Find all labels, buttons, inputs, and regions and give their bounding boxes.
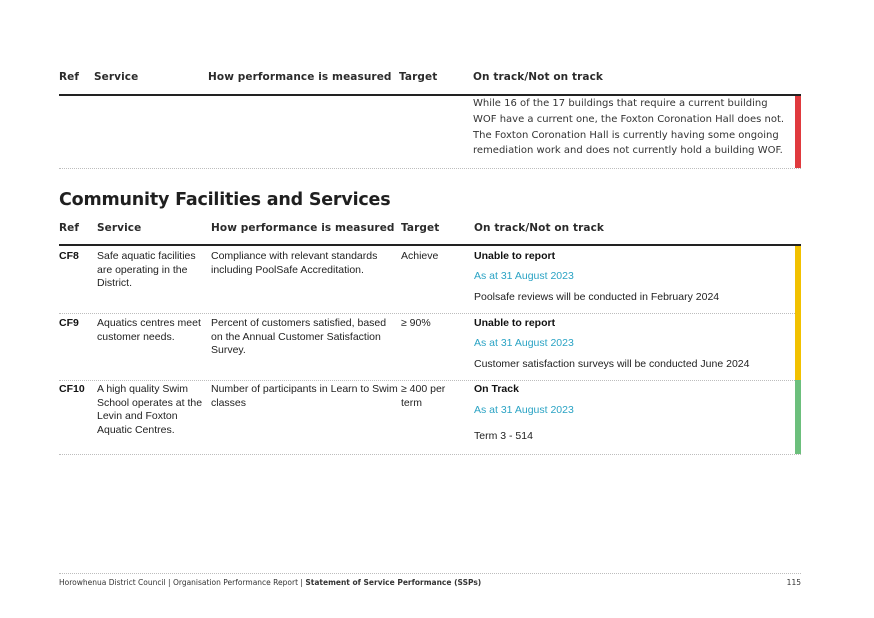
row-target: ≥ 90%: [401, 317, 431, 329]
header-target: Target: [401, 222, 440, 234]
row-service: Aquatics centres meet customer needs.: [97, 317, 201, 343]
status-bar-green: [795, 380, 801, 454]
row-divider: [59, 454, 801, 455]
row-target: Achieve: [401, 250, 439, 262]
status-bar-yellow: [795, 313, 801, 380]
header-track: On track/Not on track: [474, 222, 604, 234]
row-as-at: As at 31 August 2023: [474, 404, 574, 416]
row-target: ≥ 400 per term: [401, 383, 446, 409]
row-note: Customer satisfaction surveys will be conducted June 2024: [474, 358, 750, 370]
row-ref: CF8: [59, 250, 79, 262]
header-ref: Ref: [59, 222, 80, 234]
footer-text: [59, 578, 481, 587]
page-number: 115: [786, 578, 801, 587]
header-how: How performance is measured: [211, 222, 395, 234]
row-ref: CF10: [59, 383, 85, 395]
top-header-ref: Ref: [59, 71, 80, 83]
row-how: Number of participants in Learn to Swim classes: [211, 383, 398, 409]
top-header-target: Target: [399, 71, 438, 83]
top-header-track: On track/Not on track: [473, 71, 603, 83]
section-header-rule: [59, 244, 801, 246]
continued-track-text: While 16 of the 17 buildings that require a current building WOF have a current one, the Foxton Coronation Hall does not. The Foxton Coronation Hall is currently having some ongoing remediation work and does not currently hold a building WOF.: [473, 98, 785, 157]
section-title: Community Facilities and Services: [59, 190, 391, 210]
status-bar-yellow: [795, 246, 801, 313]
row-service: Safe aquatic facilities are operating in the District.: [97, 250, 196, 289]
footer-rule: [59, 573, 801, 574]
top-header-service: Service: [94, 71, 139, 83]
row-divider: [59, 380, 801, 381]
row-note: Term 3 - 514: [474, 430, 533, 442]
header-service: Service: [97, 222, 142, 234]
row-note: Poolsafe reviews will be conducted in February 2024: [474, 291, 720, 303]
row-service: A high quality Swim School operates at the Levin and Foxton Aquatic Centres.: [97, 383, 203, 436]
row-status: Unable to report: [474, 250, 556, 262]
footer-org: Horowhenua District Council | Organisation Performance Report |: [59, 578, 306, 587]
status-bar-red: [795, 96, 801, 168]
top-header-how: How performance is measured: [208, 71, 392, 83]
row-divider: [59, 168, 801, 169]
row-as-at: As at 31 August 2023: [474, 270, 574, 282]
row-how: Percent of customers satisfied, based on the Annual Customer Satisfaction Survey.: [211, 317, 387, 356]
row-ref: CF9: [59, 317, 79, 329]
footer-doc-title: Statement of Service Performance (SSPs): [305, 578, 482, 587]
row-status: Unable to report: [474, 317, 556, 329]
row-as-at: As at 31 August 2023: [474, 337, 574, 349]
row-divider: [59, 313, 801, 314]
row-how: Compliance with relevant standards including PoolSafe Accreditation.: [211, 250, 378, 276]
row-status: On Track: [474, 383, 519, 395]
